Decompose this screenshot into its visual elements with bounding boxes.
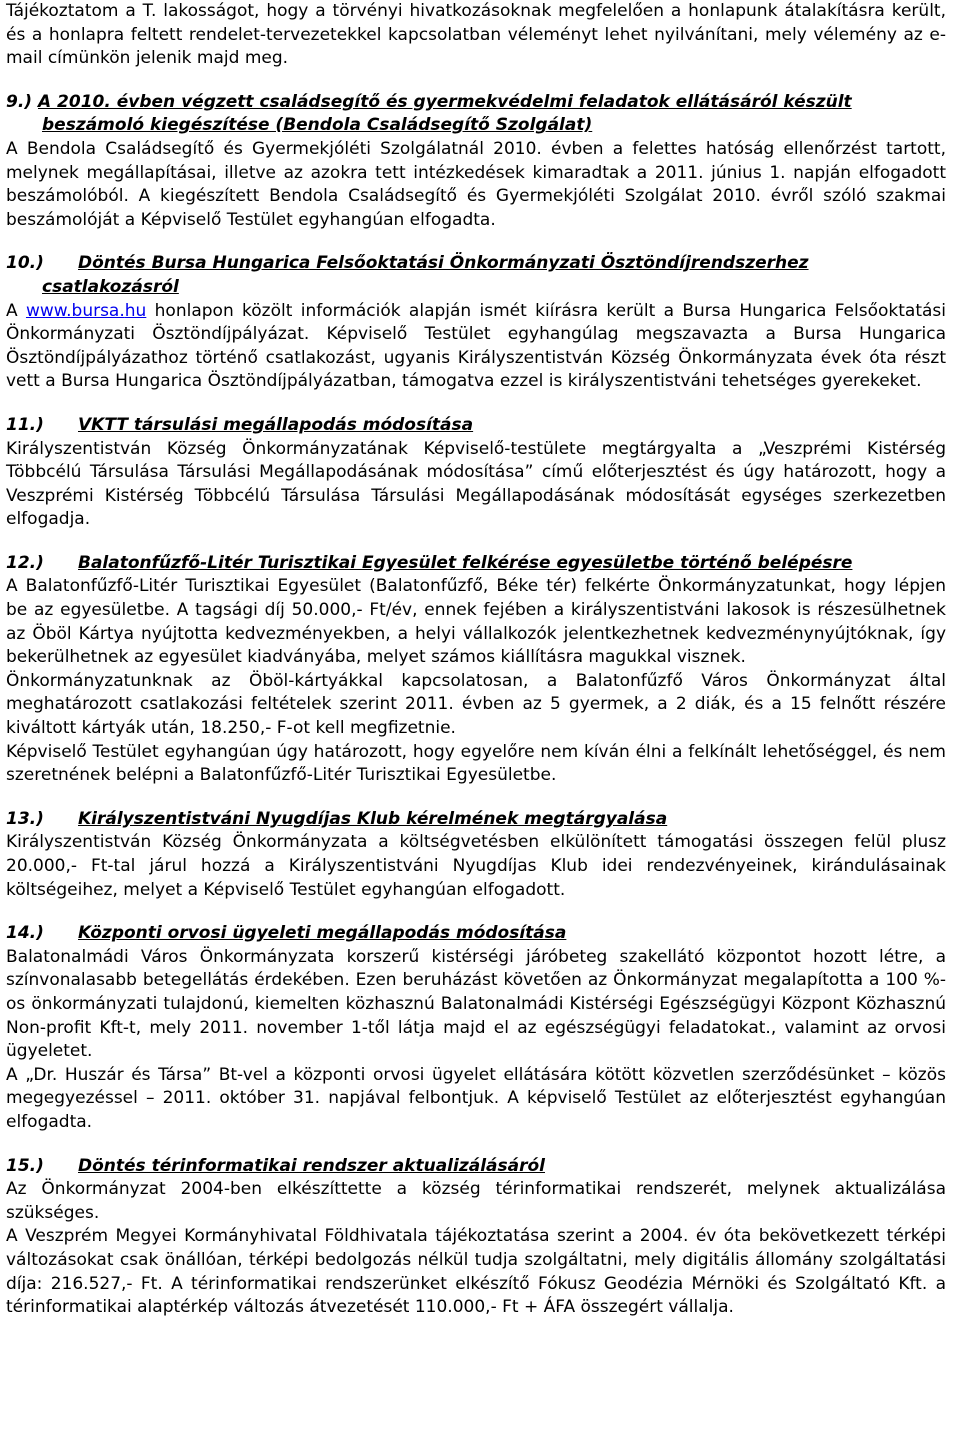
section-12-number: 12.) xyxy=(6,552,44,573)
section-12-title: Balatonfűzfő-Litér Turisztikai Egyesület felkérése egyesületbe történő belépésre xyxy=(78,552,853,573)
section-12-body-1: A Balatonfűzfő-Litér Turisztikai Egyesület (Balatonfűzfő, Béke tér) felkérte Önkormányzatunkat, hogy lépjen be az egyesületbe. A tagsági díj 50.000,- Ft/év, ennek fejében a királyszentistváni lakosok is részesülhetnek az Öböl Kártya nyújtotta kedvezményekben, a helyi vállalkozók jelentkezhetnek kedvezménynyújtóknak, így bekerülhetnek az egyesület kiadványába, melyet számos kiállításra magukkal visznek. xyxy=(6,576,946,668)
section-14-number: 14.) xyxy=(6,923,44,944)
section-10-body-prefix: A xyxy=(6,300,26,321)
section-14-heading xyxy=(6,922,946,946)
section-12-body-3: Képviselő Testület egyhangúan úgy határozott, hogy egyelőre nem kíván élni a felkínált lehetőséggel, és nem szeretnének belépni a Balatonfűzfő-Litér Turisztikai Egyesületbe. xyxy=(6,741,946,786)
section-14-body-2: A „Dr. Huszár és Társa” Bt-vel a központi orvosi ügyelet ellátására kötött közvetlen szerződésünket – közös megegyezéssel – 2011. október 31. napjával felbontjuk. A képviselő Testület az előterjesztést egyhangúan elfogadta. xyxy=(6,1064,946,1132)
section-10-number: 10.) xyxy=(6,253,44,274)
section-10-body-rest: honlapon közölt információk alapján ismét kiírásra került a Bursa Hungarica Felsőoktatási Önkormányzati Ösztöndíjpályázat. Képviselő Testület egyhangúlag megszavazta a Bursa Hungarica Ösztöndíjpályázathoz történő csatlakozást, ugyanis Királyszentistván Község Önkormányzata évek óta részt vett a Bursa Hungarica Ösztöndíjpályázatban, támogatva ezzel is királyszentistváni tehetséges gyerekeket. xyxy=(6,300,946,392)
section-9-body: A Bendola Családsegítő és Gyermekjóléti Szolgálatnál 2010. évben a felettes hatóság ellenőrzést tartott, melynek megállapításai, illetve az azokra tett intézkedések kimaradtak a 2011. június 1. napján elfogadott beszámolóból. A kiegészített Bendola Családsegítő és Gyermekjóléti Szolgálat 2010. évről szóló szakmai beszámolóját a Képviselő Testület egyhangúan elfogadta. xyxy=(6,138,946,230)
section-14 xyxy=(6,922,946,1134)
section-10-body xyxy=(6,300,946,394)
section-14-body-1: Balatonalmádi Város Önkormányzata korszerű kistérségi járóbeteg szakellátó központot hozott létre, a színvonalasabb betegellátás érdekében. Ezen beruházást követően az Önkormányzat megalapította a 100 %-os önkormányzati tulajdonú, kiemelten közhasznú Balatonalmádi Kistérségi Egészségügyi Központ Közhasznú Non-profit Kft-t, mely 2011. november 1-től látja majd el az egészségügyi feladatokat., valamint az orvosi ügyeletet. xyxy=(6,946,946,1062)
document-page xyxy=(6,0,946,1320)
section-12-body-2: Önkormányzatunknak az Öböl-kártyákkal kapcsolatosan, a Balatonfűzfő Város Önkormányzat által meghatározott csatlakozási feltételek szerint 2011. évben az 5 gyermek, a 2 diák, és a 15 felnőtt részére kiváltott kártyák után, 18.250,- F-ot kell megfizetnie. xyxy=(6,670,946,739)
intro-paragraph: Tájékoztatom a T. lakosságot, hogy a törvényi hivatkozásoknak megfelelően a honlapunk átalakításra került, és a honlapra feltett rendelet-tervezetekkel kapcsolatban véleményt lehet nyilvánítani, mely vélemény az e-mail címünkön jelenik majd meg. xyxy=(6,1,946,69)
bursa-link[interactable] xyxy=(26,301,146,321)
section-9-heading xyxy=(6,91,946,138)
section-13-body: Királyszentistván Község Önkormányzata a költségvetésben elkülönített támogatási összegen felül plusz 20.000,- Ft-tal járul hozzá a Királyszentistváni Nyugdíjas Klub idei rendezvényeinek, kirándulásainak költségeihez, melyet a Képviselő Testület egyhangúan elfogadott. xyxy=(6,832,946,900)
section-15-heading xyxy=(6,1155,946,1179)
bursa-link-part1: www.bursa. xyxy=(25,300,125,321)
bursa-link-part2: hu xyxy=(124,300,147,321)
spacer xyxy=(6,1135,946,1155)
section-13 xyxy=(6,808,946,902)
section-15-body-2: A Veszprém Megyei Kormányhivatal Földhivatala tájékoztatása szerint a 2004. év óta bekövetkezett térképi változásokat csak önállóan, térképi bedolgozás nélkül tudja szolgáltatni, mely digitális állomány szolgáltatási díja: 216.527,- Ft. A térinformatikai rendszerünket elkészítő Fókusz Geodézia Mérnöki és Szolgáltató Kft. a térinformatikai alaptérkép változás átvezetését 110.000,- Ft + ÁFA összegért vállalja. xyxy=(6,1226,946,1318)
section-13-title: Királyszentistváni Nyugdíjas Klub kérelmének megtárgyalása xyxy=(78,808,668,829)
section-10-title-line2: csatlakozásról xyxy=(42,276,179,297)
section-11 xyxy=(6,414,946,532)
spacer xyxy=(6,532,946,552)
spacer xyxy=(6,788,946,808)
section-10 xyxy=(6,252,946,394)
section-15-body-1: Az Önkormányzat 2004-ben elkészíttette a község térinformatikai rendszerét, melynek aktualizálása szükséges. xyxy=(6,1179,946,1223)
section-9-title-line2: beszámoló kiegészítése (Bendola Családsegítő Szolgálat) xyxy=(42,115,593,136)
section-11-body: Királyszentistván Község Önkormányzatának Képviselő-testülete megtárgyalta a „Veszprémi Kistérség Többcélú Társulása Társulási Megállapodásának módosítása” című előterjesztést és úgy határozott, hogy a Veszprémi Kistérség Többcélú Társulása Társulási Megállapodásának módosítását egységes szerkezetben elfogadja. xyxy=(6,438,946,530)
section-12 xyxy=(6,552,946,788)
section-9 xyxy=(6,91,946,233)
section-15-title: Döntés térinformatikai rendszer aktualizálásáról xyxy=(78,1155,545,1176)
section-10-heading xyxy=(6,252,946,299)
section-11-title: VKTT társulási megállapodás módosítása xyxy=(78,414,474,435)
section-11-number: 11.) xyxy=(6,414,44,435)
section-9-title-line1: A 2010. évben végzett családsegítő és gyermekvédelmi feladatok ellátásáról készült xyxy=(37,91,852,112)
section-15 xyxy=(6,1155,946,1320)
section-9-number: 9.) xyxy=(6,91,33,112)
section-14-title: Központi orvosi ügyeleti megállapodás módosítása xyxy=(78,923,567,944)
section-12-heading xyxy=(6,552,946,576)
spacer xyxy=(6,394,946,414)
spacer xyxy=(6,232,946,252)
spacer xyxy=(6,71,946,91)
section-15-number: 15.) xyxy=(6,1155,44,1176)
section-13-heading xyxy=(6,808,946,832)
section-11-heading xyxy=(6,414,946,438)
section-13-number: 13.) xyxy=(6,808,44,829)
spacer xyxy=(6,902,946,922)
section-10-title-line1: Döntés Bursa Hungarica Felsőoktatási Önkormányzati Ösztöndíjrendszerhez xyxy=(78,253,809,274)
